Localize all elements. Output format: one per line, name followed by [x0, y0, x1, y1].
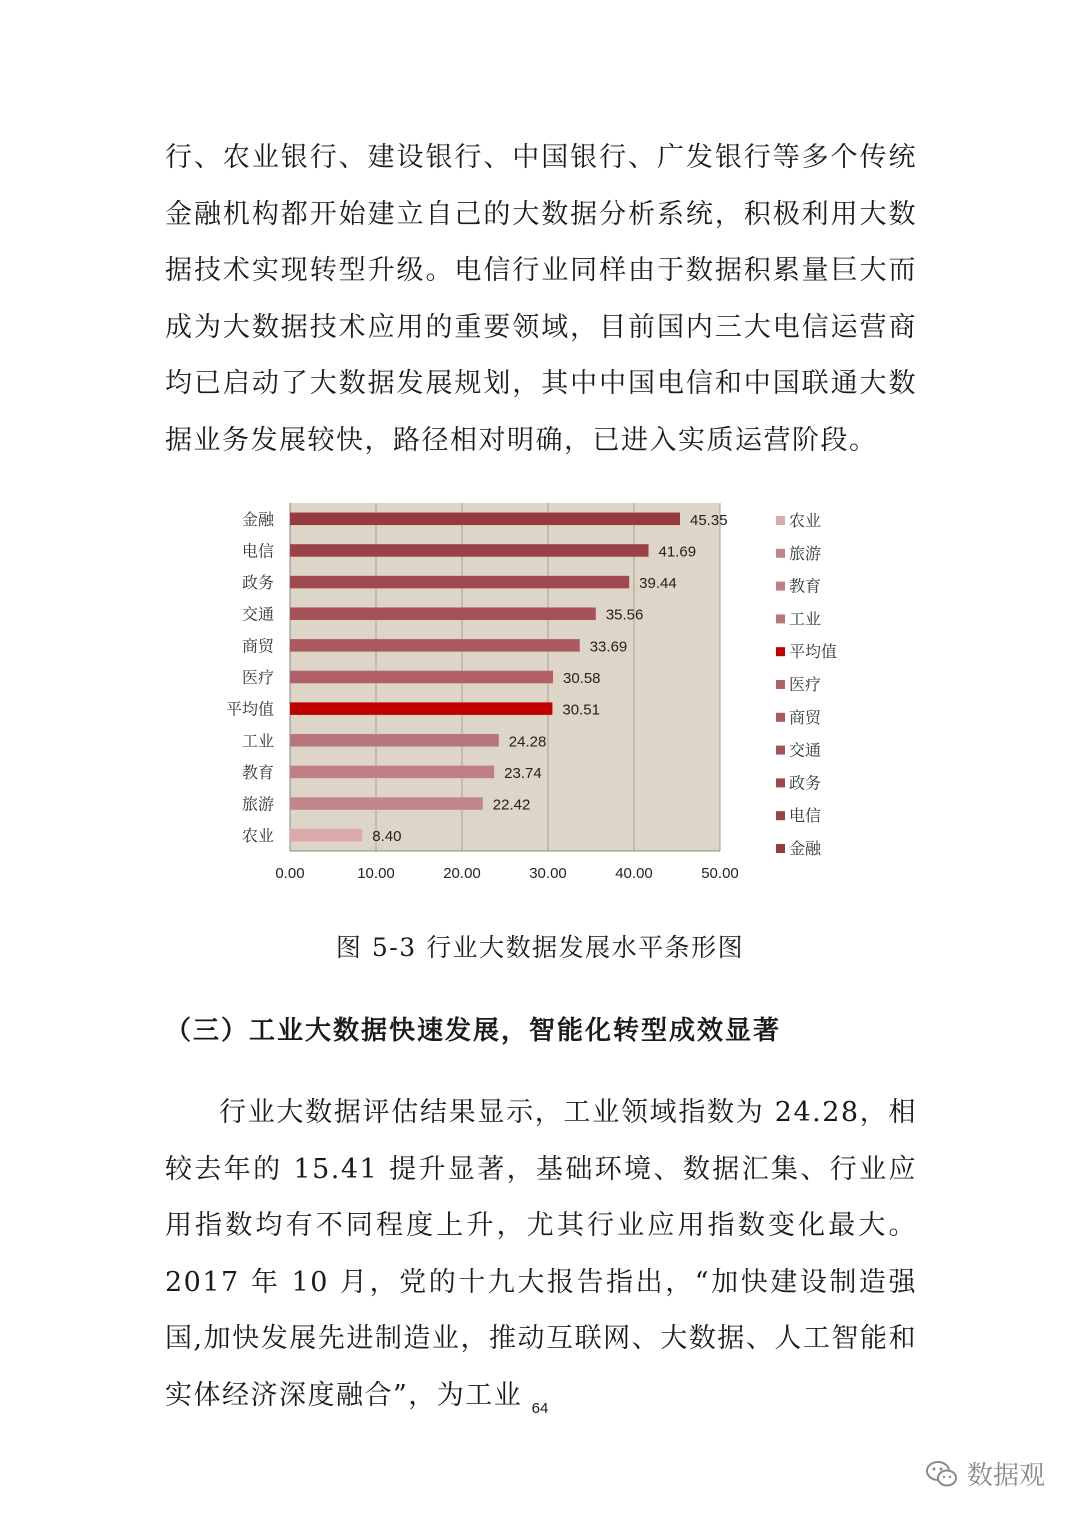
watermark-text: 数据观: [967, 1461, 1046, 1491]
x-tick-label: 40.00: [615, 865, 653, 882]
y-tick-label: 金融: [241, 509, 274, 529]
legend-label: 平均值: [789, 642, 838, 662]
data-label: 30.58: [562, 670, 601, 687]
y-tick-label: 旅游: [241, 794, 274, 814]
data-label: 24.28: [508, 733, 547, 751]
data-label: 33.69: [589, 638, 628, 656]
data-label: 41.69: [658, 543, 697, 561]
y-tick-label: 医疗: [241, 668, 274, 687]
x-tick-label: 20.00: [443, 865, 481, 882]
x-tick-label: 10.00: [357, 865, 395, 882]
bar: [290, 576, 629, 589]
legend-swatch: [776, 811, 785, 820]
legend-label: 旅游: [789, 543, 822, 563]
legend-label: 交通: [789, 740, 822, 760]
legend-swatch: [776, 713, 785, 722]
section-heading: （三）工业大数据快速发展，智能化转型成效显著: [165, 1016, 782, 1046]
y-tick-label: 政务: [241, 573, 274, 593]
page-number: 64: [531, 1400, 549, 1417]
y-tick-label: 交通: [241, 604, 274, 624]
data-label: 45.35: [690, 511, 728, 529]
legend-swatch: [776, 516, 785, 525]
paragraph-industry: 行业大数据评估结果显示，工业领域指数为 24.28，相较去年的 15.41 提升显著，基础环境、数据汇集、行业应用指数均有不同程度上升，尤其行业应用指数变化最大。2017 年 10 月，党的十九大报告指出，“加快建设制造强国,加快发展先进制造业，推动互联网、大数据、人工智能和实体经济深度融合”，为工业: [165, 1097, 917, 1411]
bar: [290, 639, 580, 652]
y-tick-label: 农业: [241, 826, 274, 846]
data-label: 35.56: [605, 606, 644, 624]
data-label: 39.44: [639, 575, 677, 593]
bar: [290, 829, 362, 842]
legend-label: 商贸: [789, 707, 822, 727]
bar: [290, 702, 552, 715]
y-tick-label: 商贸: [241, 636, 274, 656]
legend-label: 金融: [789, 839, 822, 858]
legend-swatch: [776, 844, 785, 853]
legend-swatch: [776, 746, 785, 755]
data-label: 22.42: [492, 796, 531, 814]
data-label: 8.40: [372, 828, 402, 846]
bar: [290, 734, 499, 747]
bar: [290, 544, 649, 557]
y-tick-label: 电信: [241, 541, 274, 561]
y-tick-label: 平均值: [225, 699, 274, 719]
bar: [290, 513, 680, 526]
legend-label: 工业: [789, 609, 822, 629]
legend-swatch: [776, 614, 785, 623]
y-tick-label: 教育: [241, 762, 274, 782]
data-label: 23.74: [504, 764, 542, 782]
bar-chart: [214, 493, 854, 903]
x-tick-label: 50.00: [701, 865, 739, 882]
legend-swatch: [776, 778, 785, 787]
y-tick-label: 工业: [241, 731, 274, 751]
legend-swatch: [776, 582, 785, 591]
legend-label: 医疗: [789, 675, 822, 694]
bar: [290, 671, 553, 684]
paragraph-intro: 行、农业银行、建设银行、中国银行、广发银行等多个传统金融机构都开始建立自己的大数据分析系统，积极利用大数据技术实现转型升级。电信行业同样由于数据积累量巨大而成为大数据技术应用的重要领域，目前国内三大电信运营商均已启动了大数据发展规划，其中中国电信和中国联通大数据业务发展较快，路径相对明确，已进入实质运营阶段。: [165, 142, 917, 456]
bar: [290, 797, 483, 810]
legend-label: 电信: [789, 806, 822, 826]
legend-swatch: [776, 549, 785, 558]
legend-label: 农业: [789, 511, 822, 530]
legend-label: 政务: [789, 773, 822, 793]
legend-swatch: [776, 680, 785, 689]
figure-caption: 图 5-3 行业大数据发展水平条形图: [335, 933, 745, 962]
x-tick-label: 0.00: [275, 865, 305, 882]
bar: [290, 766, 494, 779]
data-label: 30.51: [562, 701, 600, 719]
legend-label: 教育: [789, 576, 822, 596]
x-tick-label: 30.00: [529, 865, 567, 882]
legend-swatch: [776, 647, 785, 656]
wechat-icon: [925, 1459, 959, 1489]
watermark: [925, 1455, 1045, 1492]
bar: [290, 607, 596, 620]
